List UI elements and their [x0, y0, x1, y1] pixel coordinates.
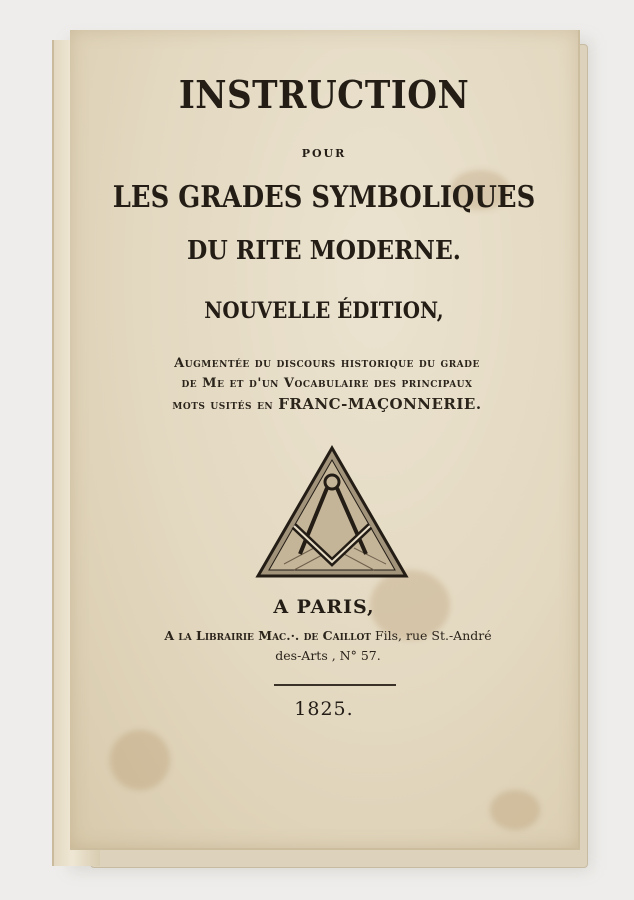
imprint-line-1-suffix: Fils, rue St.-André [374, 628, 492, 643]
description-line-1: Augmentée du discours historique du grade [174, 356, 480, 371]
description-line-3-prefix: mots usités en [172, 398, 274, 413]
title-line-3: DU RITE MODERNE. [187, 236, 461, 266]
imprint-line-1 [118, 626, 538, 646]
publication-year: 1825. [294, 698, 354, 720]
masonic-emblem-icon [254, 444, 410, 580]
title-main: INSTRUCTION [178, 72, 470, 117]
edition-label: NOUVELLE ÉDITION, [204, 298, 444, 324]
description-line-3 [112, 394, 542, 416]
imprint-line-1-prefix: A la Librairie Mac.·. de Caillot [164, 628, 371, 643]
divider-rule [274, 684, 396, 686]
imprint-city: A PARIS, [273, 596, 375, 618]
description-line-2: de Me et d'un Vocabulaire des principaux [181, 376, 473, 391]
imprint-line-2: des-Arts , N° 57. [275, 648, 381, 663]
title-pour: POUR [301, 147, 347, 160]
imprint-publisher [118, 626, 538, 666]
title-line-2: LES GRADES SYMBOLIQUES [112, 180, 536, 215]
description-line-3-emph: FRANC-MAÇONNERIE. [278, 395, 482, 413]
description [112, 354, 542, 416]
